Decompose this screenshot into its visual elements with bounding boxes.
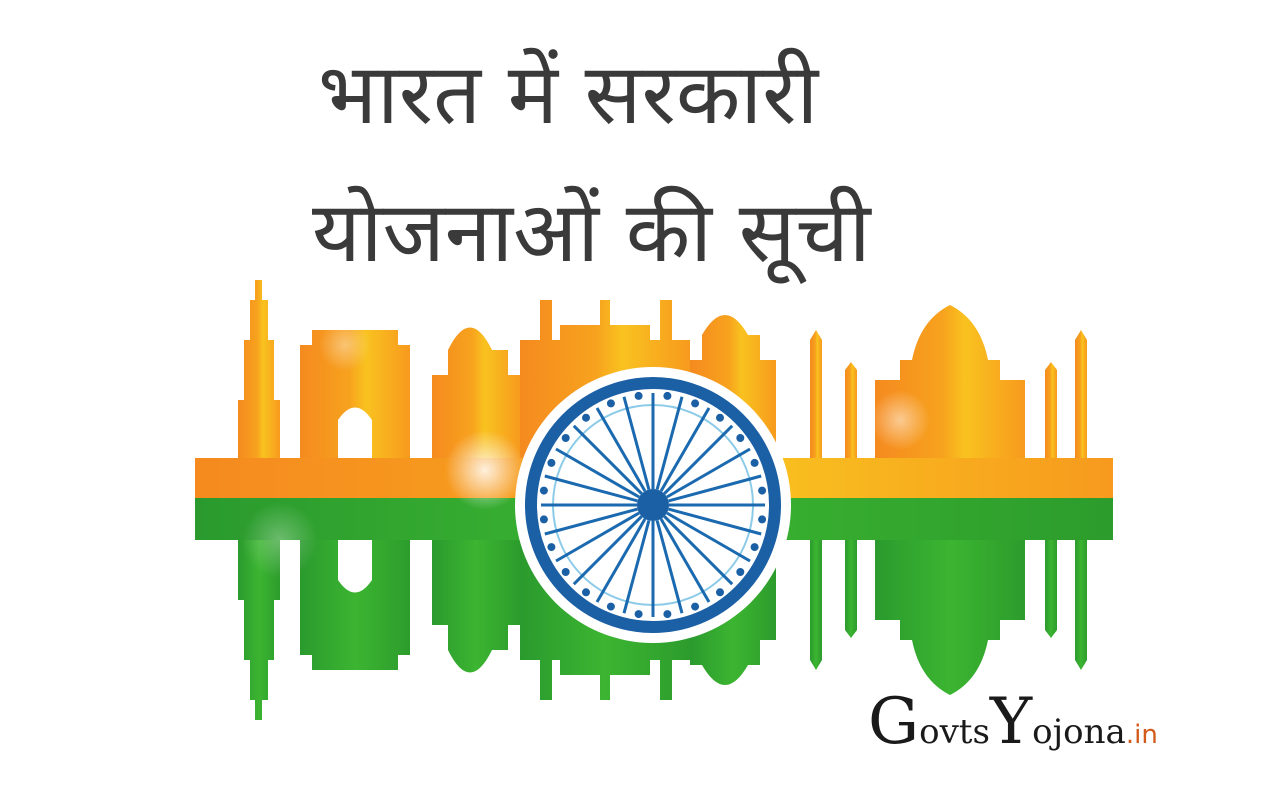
title-line-2: योजनाओं की सूची xyxy=(312,183,871,281)
chakra-rim-dot xyxy=(751,543,759,551)
ashoka-chakra-icon xyxy=(515,367,791,643)
light-glow xyxy=(242,502,318,578)
chakra-rim-dot xyxy=(540,487,548,495)
chakra-rim-dot xyxy=(582,414,590,422)
logo-letter-y: Y xyxy=(989,685,1033,759)
logo-text-ojona: ojona xyxy=(1032,712,1126,752)
title-line-1: भारत में सरकारी xyxy=(318,45,819,143)
chakra-rim-dot xyxy=(758,487,766,495)
chakra-rim-dot xyxy=(607,603,615,611)
chakra-rim-dot xyxy=(691,603,699,611)
light-glow xyxy=(870,390,930,450)
chakra-rim-dot xyxy=(562,434,570,442)
chakra-rim-dot xyxy=(582,588,590,596)
chakra-rim-dot xyxy=(547,543,555,551)
chakra-rim-dot xyxy=(635,610,643,618)
logo-tld: .in xyxy=(1125,720,1158,750)
site-logo[interactable] xyxy=(868,685,1158,759)
chakra-rim-dot xyxy=(663,610,671,618)
chakra-rim-dot xyxy=(540,515,548,523)
light-glow xyxy=(445,430,525,510)
chakra-rim-dot xyxy=(736,434,744,442)
chakra-rim-dot xyxy=(607,399,615,407)
logo-text-ovts: ovts xyxy=(919,712,990,752)
chakra-rim-dot xyxy=(758,515,766,523)
chakra-rim-dot xyxy=(716,414,724,422)
chakra-rim-dot xyxy=(751,459,759,467)
chakra-rim-dot xyxy=(562,568,570,576)
light-glow xyxy=(319,319,371,371)
chakra-rim-dot xyxy=(635,392,643,400)
logo-letter-g: G xyxy=(868,685,920,759)
chakra-rim-dot xyxy=(547,459,555,467)
chakra-rim-dot xyxy=(736,568,744,576)
chakra-rim-dot xyxy=(663,392,671,400)
chakra-rim-dot xyxy=(716,588,724,596)
chakra-rim-dot xyxy=(691,399,699,407)
